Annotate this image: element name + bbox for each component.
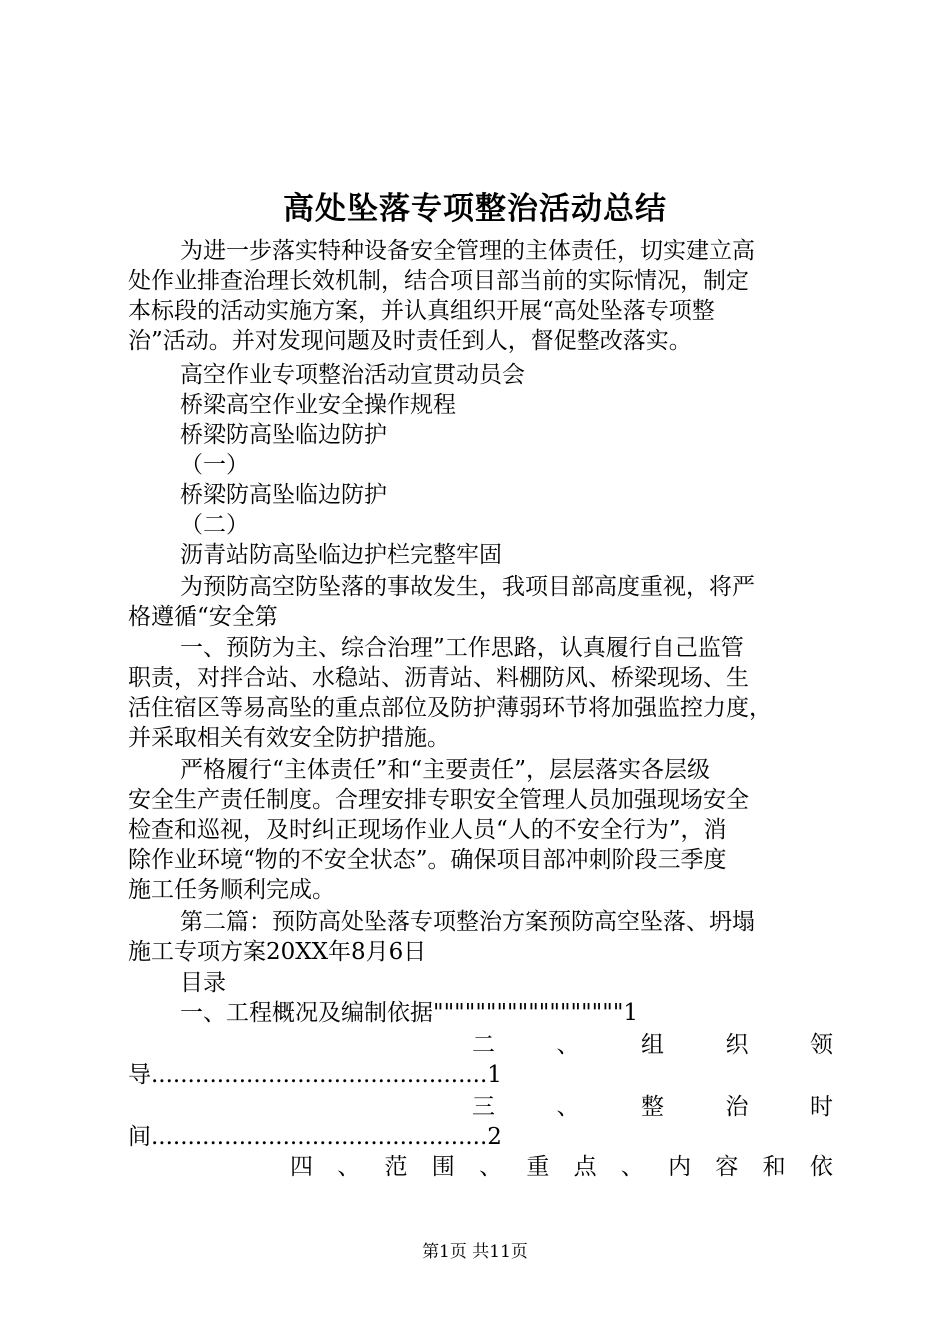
caption-line: 沥青站防高坠临边护栏完整牢固 bbox=[180, 542, 502, 568]
caption-line: （二） bbox=[180, 512, 249, 538]
caption-line: 桥梁防高坠临边防护 bbox=[180, 422, 387, 448]
toc-item-split bbox=[290, 1152, 833, 1182]
body-line: 职责，对拌合站、水稳站、沥青站、料棚防风、桥梁现场、生 bbox=[128, 665, 749, 691]
toc-char: 整 bbox=[641, 1094, 664, 1120]
body-line: 为进一步落实特种设备安全管理的主体责任，切实建立高 bbox=[180, 238, 755, 264]
body-line: 一、预防为主、综合治理”工作思路，认真履行自己监管 bbox=[180, 635, 744, 661]
toc-char: 三 bbox=[472, 1094, 495, 1120]
body-line: 为预防高空防坠落的事故发生，我项目部高度重视，将严 bbox=[180, 574, 755, 600]
body-line: 活住宿区等易高坠的重点部位及防护薄弱环节将加强监控力度， bbox=[128, 695, 772, 721]
toc-char: 围 bbox=[431, 1154, 455, 1180]
toc-char: 容 bbox=[715, 1154, 739, 1180]
toc-char: 、 bbox=[620, 1154, 644, 1180]
toc-item: 间..............................................2 bbox=[128, 1124, 502, 1150]
body-line: 本标段的活动实施方案，并认真组织开展“高处坠落专项整 bbox=[128, 298, 715, 324]
body-line: 第二篇：预防高处坠落专项整治方案预防高空坠落、坍塌 bbox=[180, 909, 755, 935]
caption-line: 桥梁防高坠临边防护 bbox=[180, 482, 387, 508]
body-line: 施工任务顺利完成。 bbox=[128, 877, 335, 903]
body-line: 施工专项方案20XX年8月6日 bbox=[128, 939, 427, 965]
toc-item-split bbox=[472, 1092, 833, 1122]
toc-char: 依 bbox=[809, 1154, 833, 1180]
toc-char: 重 bbox=[526, 1154, 550, 1180]
toc-char: 织 bbox=[725, 1032, 749, 1058]
body-line: 安全生产责任制度。合理安排专职安全管理人员加强现场安全 bbox=[128, 787, 749, 813]
toc-item: 导..............................................1 bbox=[128, 1062, 502, 1088]
toc-char: 领 bbox=[810, 1032, 833, 1058]
body-line: 检查和巡视，及时纠正现场作业人员“人的不安全行为”，消 bbox=[128, 817, 727, 843]
toc-char: 治 bbox=[725, 1094, 749, 1120]
body-line: 严格履行“主体责任”和“主要责任”，层层落实各层级 bbox=[180, 757, 711, 783]
toc-char: 组 bbox=[641, 1032, 664, 1058]
body-line: 除作业环境“物的不安全状态”。确保项目部冲刺阶段三季度 bbox=[128, 847, 727, 873]
toc-char: 、 bbox=[556, 1032, 580, 1058]
toc-char: 、 bbox=[556, 1094, 580, 1120]
toc-char: 四 bbox=[290, 1154, 313, 1180]
caption-line: 桥梁高空作业安全操作规程 bbox=[180, 392, 456, 418]
toc-heading: 目录 bbox=[180, 970, 226, 996]
toc-char: 、 bbox=[337, 1154, 361, 1180]
toc-char: 范 bbox=[384, 1154, 408, 1180]
body-line: 处作业排查治理长效机制，结合项目部当前的实际情况，制定 bbox=[128, 268, 749, 294]
caption-line: 高空作业专项整治活动宣贯动员会 bbox=[180, 362, 525, 388]
caption-line: （一） bbox=[180, 452, 249, 478]
page-footer: 第1页 共11页 bbox=[422, 1242, 528, 1262]
toc-char: 、 bbox=[479, 1154, 503, 1180]
toc-char: 二 bbox=[472, 1032, 495, 1058]
body-line: 并采取相关有效安全防护措施。 bbox=[128, 725, 450, 751]
body-line: 治”活动。并对发现问题及时责任到人，督促整改落实。 bbox=[128, 328, 692, 354]
body-line: 格遵循“安全第 bbox=[128, 604, 278, 630]
toc-item-split bbox=[472, 1030, 833, 1060]
page-title: 高处坠落专项整治活动总结 bbox=[283, 191, 667, 227]
toc-char: 内 bbox=[668, 1154, 692, 1180]
toc-item: 一、工程概况及编制依据""""""""""""""""""1 bbox=[180, 1000, 639, 1026]
toc-char: 时 bbox=[810, 1094, 833, 1120]
toc-char: 点 bbox=[573, 1154, 597, 1180]
toc-char: 和 bbox=[762, 1154, 786, 1180]
